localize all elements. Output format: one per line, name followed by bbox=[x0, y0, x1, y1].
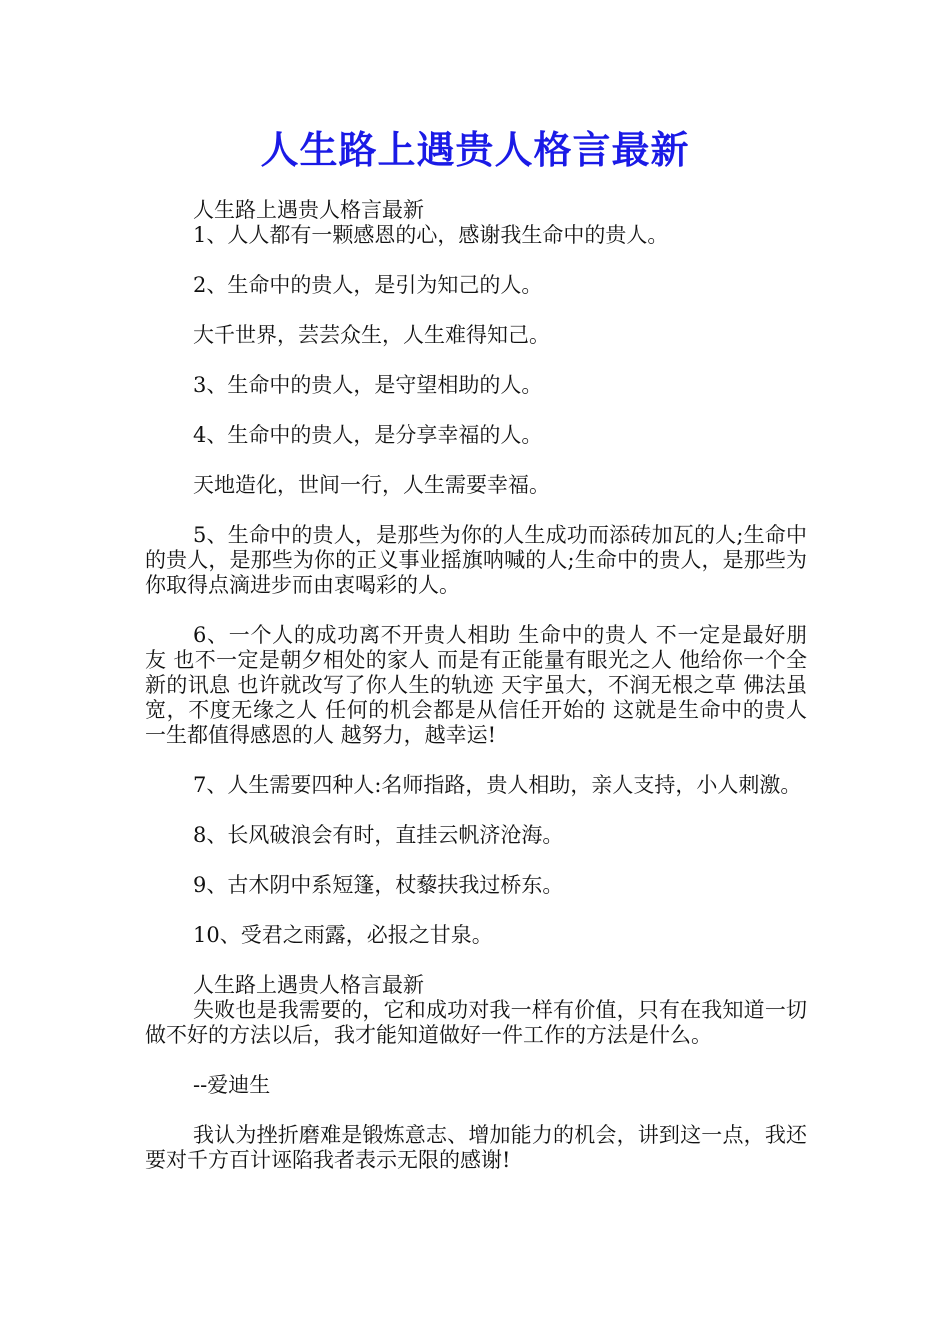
paragraph: 2、生命中的贵人，是引为知己的人。 bbox=[193, 273, 543, 297]
paragraph-attribution: --爱迪生 bbox=[193, 1073, 271, 1097]
paragraph: 失败也是我需要的，它和成功对我一样有价值，只有在我知道一切做不好的方法以后，我才能知道做好一件工作的方法是什么。 bbox=[145, 998, 807, 1047]
paragraph-subtitle: 人生路上遇贵人格言最新 bbox=[193, 198, 424, 222]
paragraph: 1、人人都有一颗感恩的心，感谢我生命中的贵人。 bbox=[193, 223, 669, 247]
paragraph-subtitle: 人生路上遇贵人格言最新 bbox=[193, 973, 424, 997]
document-body bbox=[145, 198, 814, 1198]
paragraph: 8、长风破浪会有时，直挂云帆济沧海。 bbox=[193, 823, 564, 847]
paragraph: 大千世界，芸芸众生，人生难得知己。 bbox=[193, 323, 550, 347]
paragraph: 6、一个人的成功离不开贵人相助 生命中的贵人 不一定是最好朋友 也不一定是朝夕相处的家人 而是有正能量有眼光之人 他给你一个全新的讯息 也许就改写了你人生的轨迹 天宇虽大，不润无根之草 佛法虽宽，不度无缘之人 任何的机会都是从信任开始的 这就是生命中的贵人 一生都值得感恩的人 越努力，越幸运! bbox=[145, 623, 814, 747]
document-title: 人生路上遇贵人格言最新 bbox=[260, 128, 690, 172]
paragraph: 4、生命中的贵人，是分享幸福的人。 bbox=[193, 423, 543, 447]
paragraph: 我认为挫折磨难是锻炼意志、增加能力的机会，讲到这一点，我还要对千方百计诬陷我者表示无限的感谢! bbox=[145, 1123, 807, 1172]
paragraph: 天地造化，世间一行，人生需要幸福。 bbox=[193, 473, 550, 497]
paragraph: 3、生命中的贵人，是守望相助的人。 bbox=[193, 373, 543, 397]
paragraph: 5、生命中的贵人，是那些为你的人生成功而添砖加瓦的人;生命中的贵人，是那些为你的正义事业摇旗呐喊的人;生命中的贵人，是那些为你取得点滴进步而由衷喝彩的人。 bbox=[145, 523, 807, 597]
paragraph: 10、受君之雨露，必报之甘泉。 bbox=[193, 923, 493, 947]
paragraph: 9、古木阴中系短篷，杖藜扶我过桥东。 bbox=[193, 873, 564, 897]
paragraph: 7、人生需要四种人:名师指路，贵人相助，亲人支持，小人刺激。 bbox=[193, 773, 802, 797]
